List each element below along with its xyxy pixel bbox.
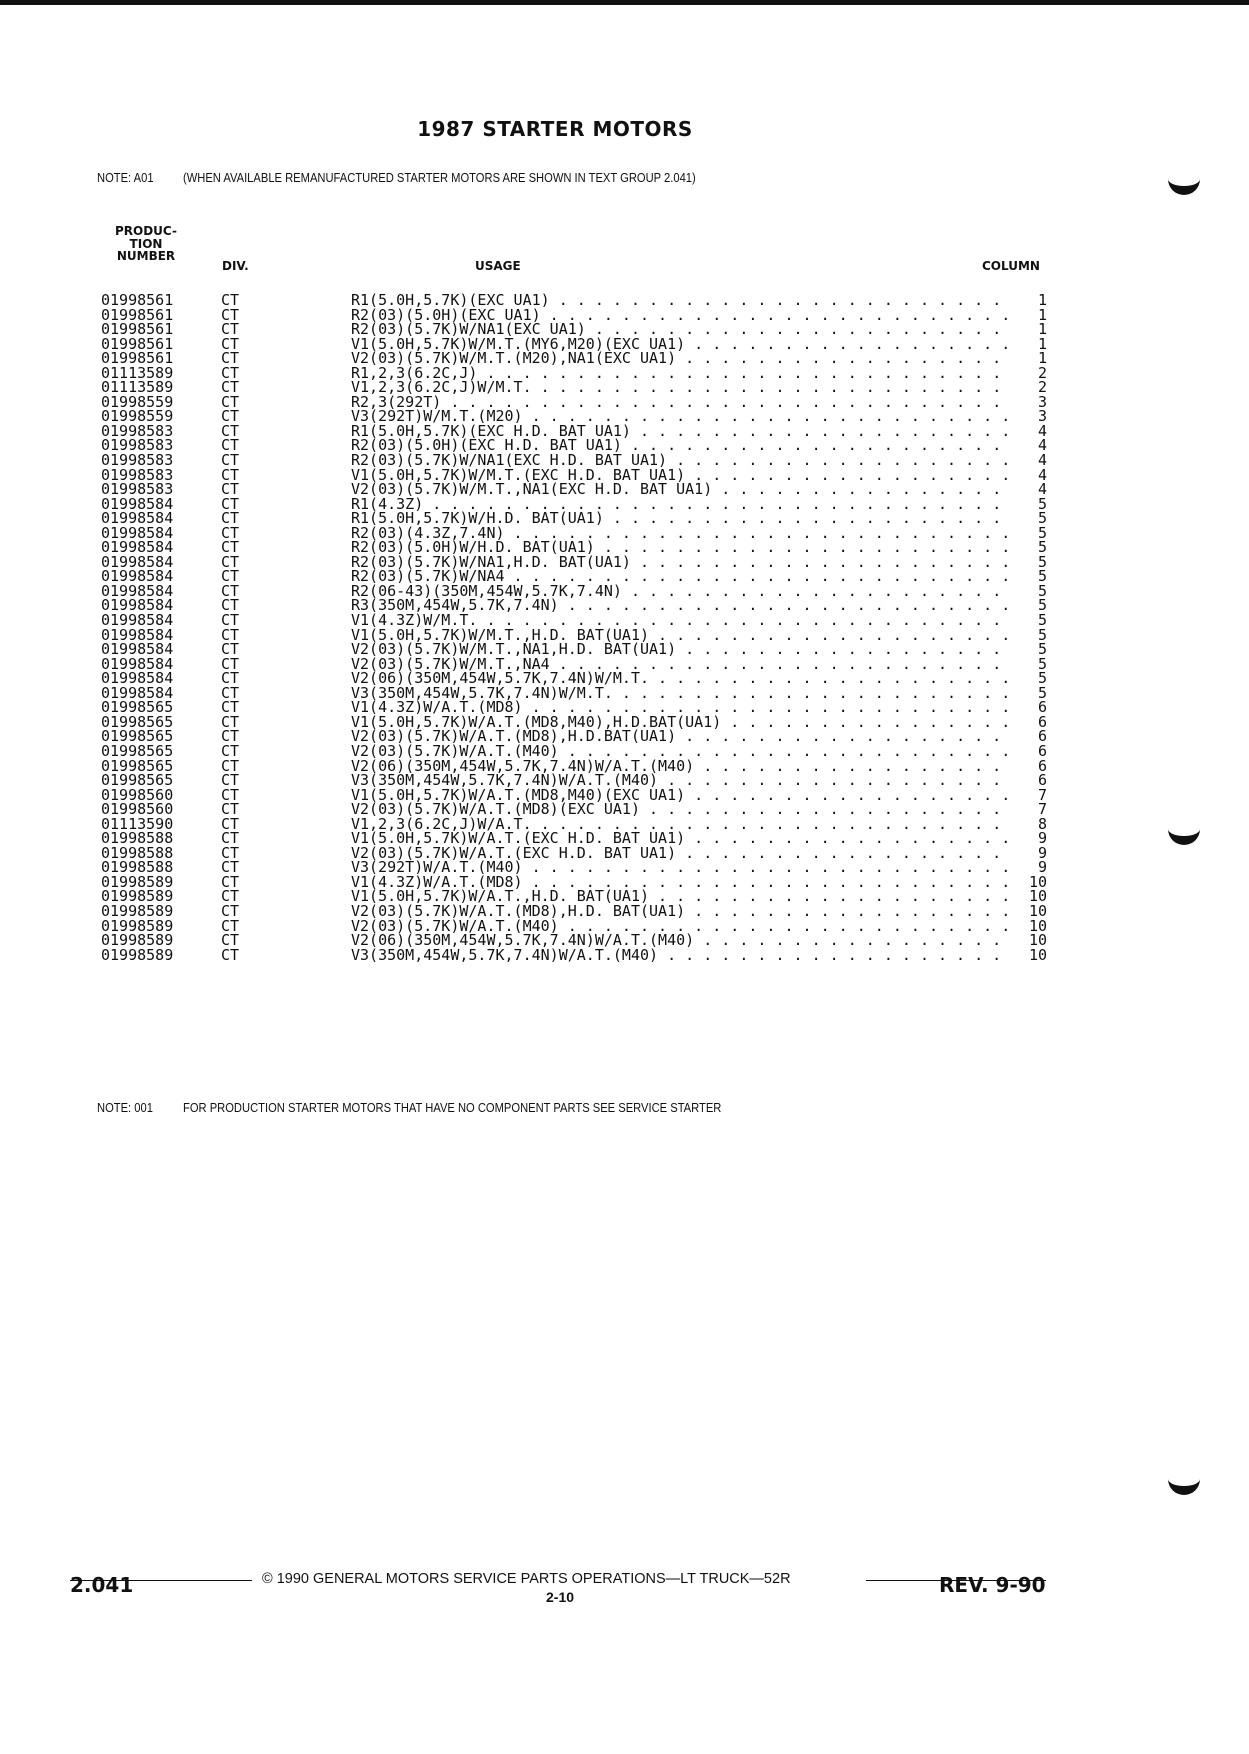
production-number: 01998583 [101, 465, 174, 484]
division: CT [221, 712, 240, 731]
binder-hole-bottom [1168, 1460, 1200, 1495]
column-number: 5 [1037, 611, 1047, 630]
table-row [101, 712, 1047, 731]
usage: V3(350M,454W,5.7K,7.4N)W/A.T.(M40) . . . [351, 773, 1013, 788]
usage: R1(4.3Z) . . . [351, 497, 1013, 512]
division: CT [221, 814, 240, 833]
column-number: 8 [1037, 814, 1047, 833]
production-number: 01998584 [101, 596, 174, 615]
column-number: 6 [1037, 756, 1047, 775]
column-number: 2 [1037, 363, 1047, 382]
column-number: 6 [1037, 698, 1047, 717]
division: CT [221, 669, 240, 688]
usage: V2(03)(5.7K)W/A.T.(MD8)(EXC UA1) . . . [351, 802, 1013, 817]
production-number: 01998565 [101, 698, 174, 717]
usage: V2(06)(350M,454W,5.7K,7.4N)W/A.T.(M40) . . . [351, 759, 1013, 774]
division: CT [221, 901, 240, 920]
division: CT [221, 349, 240, 368]
note-top [97, 170, 696, 185]
division: CT [221, 931, 240, 950]
column-number: 10 [1028, 872, 1047, 891]
division: CT [221, 872, 240, 891]
division: CT [221, 334, 240, 353]
division: CT [221, 523, 240, 542]
table-row [101, 625, 1047, 644]
division: CT [221, 741, 240, 760]
division: CT [221, 858, 240, 877]
column-number: 5 [1037, 552, 1047, 571]
table-row [101, 363, 1047, 382]
production-number: 01998584 [101, 538, 174, 557]
division: CT [221, 567, 240, 586]
division: CT [221, 916, 240, 935]
division: CT [221, 291, 240, 309]
production-number: 01998584 [101, 494, 174, 513]
usage: R1(5.0H,5.7K)(EXC UA1) . . . [351, 293, 1013, 308]
column-number: 10 [1028, 887, 1047, 906]
division: CT [221, 581, 240, 600]
column-number: 1 [1037, 320, 1047, 339]
usage: V2(06)(350M,454W,5.7K,7.4N)W/M.T. . . . [351, 671, 1013, 686]
division: CT [221, 436, 240, 455]
table-row [101, 380, 1046, 395]
table-row [101, 569, 1046, 584]
production-number: 01998589 [101, 872, 174, 891]
table-row [101, 700, 1046, 715]
production-number: 01998584 [101, 669, 174, 688]
division: CT [221, 480, 240, 499]
division: CT [221, 538, 240, 557]
usage: V1(5.0H,5.7K)W/M.T.(MY6,M20)(EXC UA1) . . . [351, 337, 1013, 352]
production-number: 01998584 [101, 640, 174, 659]
division: CT [221, 392, 240, 411]
usage: V2(03)(5.7K)W/M.T.,NA1(EXC H.D. BAT UA1) . . . [351, 482, 1013, 497]
table-row [101, 860, 1046, 875]
production-number: 01998584 [101, 654, 174, 673]
table-row [101, 552, 1047, 571]
usage: R2(03)(4.3Z,7.4N) . . . [351, 526, 1013, 541]
column-number: 4 [1037, 436, 1047, 455]
column-number: 6 [1037, 727, 1047, 746]
division: CT [221, 611, 240, 630]
column-number: 7 [1037, 785, 1047, 804]
column-number: 5 [1037, 538, 1047, 557]
division: CT [221, 843, 240, 862]
production-number: 01998565 [101, 771, 174, 790]
usage: V1(5.0H,5.7K)W/A.T.(MD8,M40)(EXC UA1) . . . [351, 788, 1013, 803]
table-row [101, 322, 1046, 337]
column-number: 3 [1037, 407, 1047, 426]
production-number: 01998565 [101, 727, 174, 746]
usage: R2(03)(5.0H)(EXC UA1) . . . [351, 308, 1013, 323]
footer-section-number: 2.041 [70, 1573, 134, 1597]
division: CT [221, 785, 240, 804]
usage: V1(5.0H,5.7K)W/A.T.,H.D. BAT(UA1) . . . [351, 889, 1013, 904]
table-row [101, 671, 1046, 686]
column-number: 4 [1037, 421, 1047, 440]
table-row [101, 482, 1046, 497]
column-number: 1 [1037, 334, 1047, 353]
production-number: 01998561 [101, 291, 174, 309]
usage: R2(03)(5.0H)(EXC H.D. BAT UA1) . . . [351, 438, 1013, 453]
column-number: 5 [1037, 625, 1047, 644]
column-number: 6 [1037, 741, 1047, 760]
usage: R2(03)(5.7K)W/NA1(EXC H.D. BAT UA1) . . . [351, 453, 1013, 468]
division: CT [221, 640, 240, 659]
production-number: 01998584 [101, 581, 174, 600]
column-number: 4 [1037, 451, 1047, 470]
note-top-text: (WHEN AVAILABLE REMANUFACTURED STARTER MOTORS ARE SHOWN IN TEXT GROUP 2.041) [183, 170, 696, 185]
header-production-number [108, 225, 184, 263]
binder-hole-top [1168, 160, 1200, 195]
usage: V1(5.0H,5.7K)W/M.T.,H.D. BAT(UA1) . . . [351, 628, 1013, 643]
column-number: 6 [1037, 771, 1047, 790]
usage: V1,2,3(6.2C,J)W/A.T. . . . [351, 817, 1013, 832]
division: CT [221, 625, 240, 644]
table-row [101, 438, 1046, 453]
table-row [101, 409, 1046, 424]
production-number: 01998559 [101, 392, 174, 411]
division: CT [221, 727, 240, 746]
usage: V2(03)(5.7K)W/M.T.,NA4 . . . [351, 657, 1013, 672]
table-row [101, 889, 1046, 904]
usage: V2(03)(5.7K)W/M.T.(M20),NA1(EXC UA1) . . . [351, 351, 1013, 366]
column-number: 5 [1037, 523, 1047, 542]
header-production-number-line3: NUMBER [116, 249, 176, 263]
division: CT [221, 407, 240, 426]
table-row [101, 945, 1047, 964]
table-row [101, 334, 1047, 353]
usage: R3(350M,454W,5.7K,7.4N) . . . [351, 598, 1013, 613]
division: CT [221, 320, 240, 339]
table-row [101, 613, 1046, 628]
production-number: 01998588 [101, 829, 174, 848]
header-div: DIV. [222, 259, 249, 273]
page-title: 1987 STARTER MOTORS [417, 117, 693, 141]
note-bottom-label: NOTE: 001 [97, 1100, 153, 1115]
binder-hole-middle [1168, 810, 1200, 845]
table-row [101, 901, 1047, 920]
table-row [101, 293, 1046, 308]
starter-motor-table [101, 293, 1046, 962]
table-row [101, 872, 1047, 891]
column-number: 4 [1037, 465, 1047, 484]
table-row [101, 305, 1047, 324]
division: CT [221, 305, 240, 324]
header-usage: USAGE [475, 259, 521, 273]
production-number: 01998589 [101, 916, 174, 935]
usage: V3(350M,454W,5.7K,7.4N)W/A.T.(M40) . . . [351, 948, 1013, 963]
usage: V3(350M,454W,5.7K,7.4N)W/M.T. . . . [351, 686, 1013, 701]
table-row [101, 831, 1046, 846]
production-number: 01113589 [101, 363, 174, 382]
usage: V2(06)(350M,454W,5.7K,7.4N)W/A.T.(M40) . . . [351, 933, 1013, 948]
production-number: 01998584 [101, 625, 174, 644]
table-row [101, 729, 1046, 744]
production-number: 01998584 [101, 567, 174, 586]
table-row [101, 785, 1047, 804]
table-row [101, 843, 1047, 862]
production-number: 01113589 [101, 378, 174, 397]
division: CT [221, 494, 240, 513]
column-number: 10 [1028, 931, 1047, 950]
usage: V1(4.3Z)W/M.T. . . . [351, 613, 1013, 628]
production-number: 01998589 [101, 931, 174, 950]
division: CT [221, 654, 240, 673]
table-row [101, 465, 1047, 484]
division: CT [221, 465, 240, 484]
column-number: 1 [1037, 349, 1047, 368]
column-number: 7 [1037, 800, 1047, 819]
column-number: 5 [1037, 596, 1047, 615]
table-row [101, 523, 1047, 542]
division: CT [221, 800, 240, 819]
column-number: 5 [1037, 567, 1047, 586]
column-number: 5 [1037, 509, 1047, 528]
note-bottom-text: FOR PRODUCTION STARTER MOTORS THAT HAVE NO COMPONENT PARTS SEE SERVICE STARTER [183, 1100, 722, 1115]
production-number: 01998559 [101, 407, 174, 426]
footer-page-number: 2-10 [546, 1589, 575, 1605]
production-number: 01998589 [101, 945, 174, 964]
usage: R2(03)(5.0H)W/H.D. BAT(UA1) . . . [351, 540, 1013, 555]
table-row [101, 756, 1047, 775]
usage: V2(03)(5.7K)W/A.T.(EXC H.D. BAT UA1) . . . [351, 846, 1013, 861]
division: CT [221, 829, 240, 848]
table-row [101, 802, 1046, 817]
table-row [101, 773, 1046, 788]
usage: R2(03)(5.7K)W/NA1(EXC UA1) . . . [351, 322, 1013, 337]
production-number: 01998583 [101, 436, 174, 455]
production-number: 01998589 [101, 901, 174, 920]
column-number: 5 [1037, 494, 1047, 513]
division: CT [221, 421, 240, 440]
table-row [101, 683, 1047, 702]
production-number: 01998583 [101, 421, 174, 440]
usage: V3(292T)W/A.T.(M40) . . . [351, 860, 1013, 875]
usage: R2(03)(5.7K)W/NA4 . . . [351, 569, 1013, 584]
usage: V2(03)(5.7K)W/A.T.(M40) . . . [351, 744, 1013, 759]
usage: V1(5.0H,5.7K)W/A.T.(EXC H.D. BAT UA1) . . . [351, 831, 1013, 846]
production-number: 01998589 [101, 887, 174, 906]
column-number: 2 [1037, 378, 1047, 397]
usage: V1(4.3Z)W/A.T.(MD8) . . . [351, 875, 1013, 890]
table-row [101, 814, 1047, 833]
division: CT [221, 363, 240, 382]
production-number: 01998561 [101, 349, 174, 368]
usage: R2,3(292T) . . . [351, 395, 1013, 410]
production-number: 01113590 [101, 814, 174, 833]
division: CT [221, 378, 240, 397]
production-number: 01998584 [101, 552, 174, 571]
usage: V1,2,3(6.2C,J)W/M.T. . . . [351, 380, 1013, 395]
table-row [101, 642, 1046, 657]
production-number: 01998565 [101, 756, 174, 775]
table-row [101, 741, 1047, 760]
usage: V2(03)(5.7K)W/A.T.(MD8),H.D.BAT(UA1) . . . [351, 729, 1013, 744]
table-row [101, 453, 1046, 468]
table-row [101, 511, 1046, 526]
usage: R1,2,3(6.2C,J) . . . [351, 366, 1013, 381]
usage: R2(06-43)(350M,454W,5.7K,7.4N) . . . [351, 584, 1013, 599]
usage: V1(5.0H,5.7K)W/A.T.(MD8,M40),H.D.BAT(UA1) . . . [351, 715, 1013, 730]
column-number: 3 [1037, 392, 1047, 411]
top-rule [0, 0, 1249, 5]
column-number: 5 [1037, 654, 1047, 673]
usage: R1(5.0H,5.7K)(EXC H.D. BAT UA1) . . . [351, 424, 1013, 439]
table-row [101, 654, 1047, 673]
production-number: 01998584 [101, 509, 174, 528]
production-number: 01998584 [101, 611, 174, 630]
column-number: 6 [1037, 712, 1047, 731]
usage: R2(03)(5.7K)W/NA1,H.D. BAT(UA1) . . . [351, 555, 1013, 570]
table-row [101, 421, 1047, 440]
production-number: 01998561 [101, 320, 174, 339]
header-production-number-line1: PRODUC- [114, 224, 177, 238]
production-number: 01998588 [101, 858, 174, 877]
column-number: 4 [1037, 480, 1047, 499]
production-number: 01998561 [101, 305, 174, 324]
column-number: 10 [1028, 945, 1047, 964]
table-row [101, 598, 1046, 613]
division: CT [221, 756, 240, 775]
usage: V2(03)(5.7K)W/M.T.,NA1,H.D. BAT(UA1) . . . [351, 642, 1013, 657]
usage: V1(4.3Z)W/A.T.(MD8) . . . [351, 700, 1013, 715]
table-row [101, 392, 1047, 411]
division: CT [221, 887, 240, 906]
division: CT [221, 698, 240, 717]
production-number: 01998561 [101, 334, 174, 353]
production-number: 01998584 [101, 523, 174, 542]
production-number: 01998565 [101, 741, 174, 760]
division: CT [221, 596, 240, 615]
header-column: COLUMN [982, 259, 1040, 273]
production-number: 01998560 [101, 785, 174, 804]
column-number: 9 [1037, 829, 1047, 848]
column-number: 5 [1037, 640, 1047, 659]
note-bottom [97, 1100, 721, 1115]
division: CT [221, 451, 240, 470]
table-row [101, 540, 1046, 555]
column-number: 1 [1037, 291, 1047, 309]
header-production-number-line2: TION [129, 236, 163, 251]
column-number: 9 [1037, 858, 1047, 877]
footer-copyright: © 1990 GENERAL MOTORS SERVICE PARTS OPERATIONS—LT TRUCK—52R [262, 1571, 791, 1587]
column-number: 10 [1028, 901, 1047, 920]
table-row [101, 351, 1046, 366]
table-row [101, 494, 1047, 513]
footer-revision: REV. 9-90 [939, 1573, 1046, 1597]
column-number: 9 [1037, 843, 1047, 862]
column-number: 5 [1037, 581, 1047, 600]
production-number: 01998583 [101, 451, 174, 470]
production-number: 01998560 [101, 800, 174, 819]
division: CT [221, 683, 240, 702]
usage: R1(5.0H,5.7K)W/H.D. BAT(UA1) . . . [351, 511, 1013, 526]
column-number: 5 [1037, 683, 1047, 702]
table-row [101, 581, 1047, 600]
column-number: 1 [1037, 305, 1047, 324]
note-top-label: NOTE: A01 [97, 170, 154, 185]
usage: V1(5.0H,5.7K)W/M.T.(EXC H.D. BAT UA1) . . . [351, 468, 1013, 483]
division: CT [221, 552, 240, 571]
division: CT [221, 509, 240, 528]
table-row [101, 916, 1047, 935]
column-number: 10 [1028, 916, 1047, 935]
division: CT [221, 945, 240, 964]
column-number: 5 [1037, 669, 1047, 688]
production-number: 01998584 [101, 683, 174, 702]
usage: V2(03)(5.7K)W/A.T.(MD8),H.D. BAT(UA1) . . . [351, 904, 1013, 919]
usage: V3(292T)W/M.T.(M20) . . . [351, 409, 1013, 424]
division: CT [221, 771, 240, 790]
table-row [101, 933, 1046, 948]
production-number: 01998588 [101, 843, 174, 862]
usage: V2(03)(5.7K)W/A.T.(M40) . . . [351, 919, 1013, 934]
production-number: 01998565 [101, 712, 174, 731]
production-number: 01998583 [101, 480, 174, 499]
